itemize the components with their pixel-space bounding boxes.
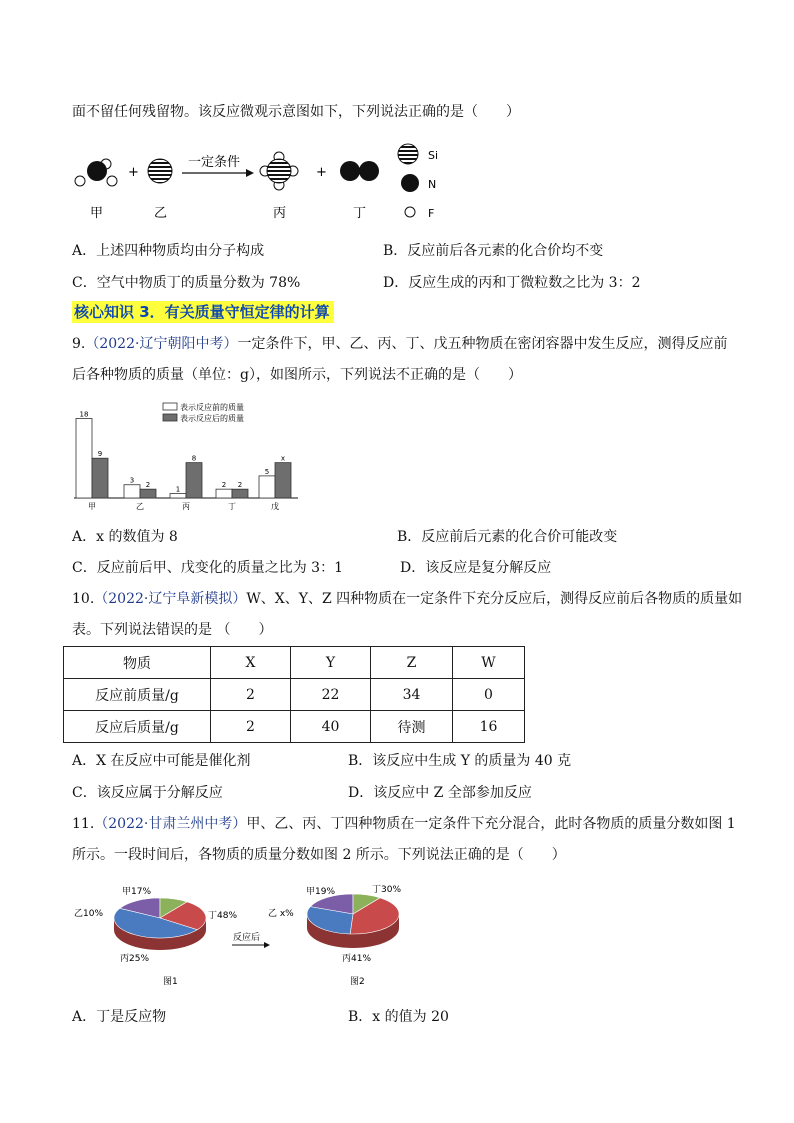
bar-after <box>275 463 291 498</box>
bar-value-label: 18 <box>79 410 89 419</box>
legend-n: N <box>428 178 437 191</box>
x-tick-label: 丁 <box>228 502 236 511</box>
bar-value-label: 9 <box>97 450 103 459</box>
legend-before-swatch <box>163 403 177 410</box>
q9-option-d: D．该反应是复分解反应 <box>400 560 552 576</box>
q10-text-1: W、X、Y、Z 四种物质在一定条件下充分反应后，测得反应前后各物质的质量如 <box>246 591 743 607</box>
label-bing: 丙 <box>273 206 287 221</box>
label-jia: 甲 <box>90 206 104 221</box>
q10-line-1 <box>72 590 742 608</box>
table-cell: 反应后质量/g <box>64 711 211 743</box>
pie2-label-bing: 丙41% <box>342 954 372 964</box>
x-tick-label: 戊 <box>271 502 279 511</box>
bar-value-label: 2 <box>237 481 243 490</box>
pie2-title: 图2 <box>350 977 365 987</box>
bar-after <box>186 463 202 498</box>
q9-option-b: B．反应前后元素的化合价可能改变 <box>397 529 618 545</box>
table-cell: 2 <box>211 711 291 743</box>
pie-charts <box>70 878 420 990</box>
q10-source: （2022·辽宁阜新模拟） <box>94 591 247 607</box>
legend <box>398 144 438 220</box>
q11-line-2: 所示。一段时间后，各物质的质量分数如图 2 所示。下列说法正确的是（ ） <box>72 847 566 863</box>
molecule-jia <box>75 159 117 186</box>
bar-value-label: 1 <box>175 485 181 494</box>
reaction-diagram <box>70 134 470 226</box>
q9-option-c: C．反应前后甲、戊变化的质量之比为 3：1 <box>72 560 343 576</box>
q11-source: （2022·甘肃兰州中考） <box>94 816 247 832</box>
q10-option-a: A．X 在反应中可能是催化剂 <box>72 753 251 769</box>
table-cell: 待测 <box>371 711 453 743</box>
x-tick-label: 甲 <box>88 502 96 511</box>
table-header-row <box>64 647 525 679</box>
molecule-yi <box>148 159 172 183</box>
legend-after-label: 表示反应后的质量 <box>180 414 244 423</box>
table-header-cell: X <box>211 647 291 679</box>
pie1-label-jia: 甲17% <box>122 887 152 897</box>
q9-text-1: 一定条件下，甲、乙、丙、丁、戊五种物质在密闭容器中发生反应，测得反应前 <box>237 336 728 352</box>
bar-value-label: 2 <box>145 481 151 490</box>
q10-option-d: D．该反应中 Z 全部参加反应 <box>348 785 532 801</box>
section-heading: 核心知识 3．有关质量守恒定律的计算 <box>72 301 334 323</box>
intro-line: 面不留任何残留物。该反应微观示意图如下，下列说法正确的是（ ） <box>72 104 520 120</box>
q8-option-b: B．反应前后各元素的化合价均不变 <box>383 243 604 259</box>
x-tick-label: 丙 <box>182 502 190 511</box>
bar-after <box>92 458 108 498</box>
bar-value-label: 3 <box>129 476 135 485</box>
q10-option-c: C．该反应属于分解反应 <box>72 785 223 801</box>
table-cell: 22 <box>291 679 371 711</box>
diagram-plus-1: + <box>128 165 139 180</box>
table-cell: 2 <box>211 679 291 711</box>
table-cell: 0 <box>453 679 525 711</box>
pie1-label-bing: 丙25% <box>120 954 150 964</box>
table-header-cell: Z <box>371 647 453 679</box>
bar-value-label: 5 <box>264 467 270 476</box>
bar-before <box>124 485 140 498</box>
q9-source: （2022·辽宁朝阳中考） <box>85 336 238 352</box>
bar-before <box>76 418 92 498</box>
q10-line-2: 表。下列说法错误的是 （ ） <box>72 622 273 638</box>
q9-option-a: A．x 的数值为 8 <box>72 529 178 545</box>
q8-option-c: C．空气中物质丁的质量分数为 78% <box>72 275 301 291</box>
molecule-ding <box>340 161 379 181</box>
q9-line-1 <box>72 335 727 353</box>
table-row <box>64 711 525 743</box>
pie1-title: 图1 <box>163 977 178 987</box>
q10-option-b: B．该反应中生成 Y 的质量为 40 克 <box>348 753 572 769</box>
q10-number: 10. <box>72 591 95 607</box>
q8-option-a: A．上述四种物质均由分子构成 <box>72 243 265 259</box>
label-yi: 乙 <box>154 206 168 221</box>
legend-f: F <box>428 207 435 220</box>
table-header-cell: 物质 <box>64 647 211 679</box>
pie1-label-yi: 乙10% <box>74 909 104 919</box>
q8-option-d: D．反应生成的丙和丁微粒数之比为 3：2 <box>383 275 641 291</box>
bar-after <box>140 489 156 498</box>
bar-before <box>216 489 232 498</box>
bar-chart <box>70 398 310 516</box>
table-cell: 34 <box>371 679 453 711</box>
legend-si: Si <box>428 149 439 162</box>
pie-chart-2 <box>307 894 399 948</box>
pie-chart-1 <box>114 898 206 950</box>
after-arrow-label: 反应后 <box>233 933 261 943</box>
table-header-cell: W <box>453 647 525 679</box>
condition-label: 一定条件 <box>188 155 241 170</box>
pie2-label-yi: 乙 x% <box>268 909 294 919</box>
q11-number: 11. <box>72 816 95 832</box>
bar-after <box>232 489 248 498</box>
legend-before-label: 表示反应前的质量 <box>180 403 244 412</box>
diagram-plus-2: + <box>316 165 327 180</box>
q11-option-b: B．x 的值为 20 <box>348 1009 449 1025</box>
bar-value-label: x <box>280 454 286 463</box>
q11-line-1 <box>72 815 736 833</box>
q11-option-a: A．丁是反应物 <box>72 1009 167 1025</box>
bar-before <box>259 476 275 498</box>
table-cell: 反应前质量/g <box>64 679 211 711</box>
molecule-bing <box>260 152 298 190</box>
pie2-label-ding: 丁30% <box>372 885 402 895</box>
table-header-cell: Y <box>291 647 371 679</box>
table-row <box>64 679 525 711</box>
q10-table <box>63 646 525 743</box>
q9-number: 9. <box>72 336 86 352</box>
label-ding: 丁 <box>353 206 367 221</box>
q11-text-1: 甲、乙、丙、丁四种物质在一定条件下充分混合，此时各物质的质量分数如图 1 <box>246 816 736 832</box>
bar-value-label: 2 <box>221 481 227 490</box>
pie2-label-jia: 甲19% <box>306 887 336 897</box>
legend-after-swatch <box>163 414 177 421</box>
pie1-label-ding: 丁48% <box>208 911 238 921</box>
table-cell: 40 <box>291 711 371 743</box>
bar-value-label: 8 <box>191 454 197 463</box>
table-cell: 16 <box>453 711 525 743</box>
q9-line-2: 后各种物质的质量（单位：g），如图所示，下列说法不正确的是（ ） <box>72 367 522 383</box>
bar-before <box>170 494 186 498</box>
x-tick-label: 乙 <box>136 502 144 511</box>
